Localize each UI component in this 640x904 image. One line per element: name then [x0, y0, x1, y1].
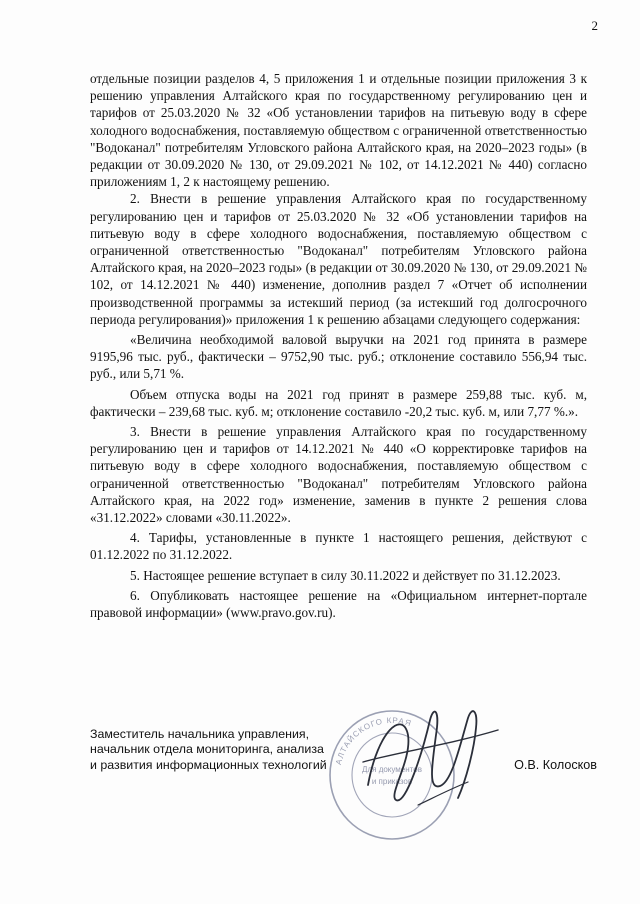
paragraph-item-4: 4. Тарифы, установленные в пункте 1 настоящего решения, действуют с 01.12.2022 по 31.12.2022. — [90, 530, 587, 563]
handwritten-signature-icon — [348, 690, 508, 820]
signature-position-line: Заместитель начальника управления, — [90, 727, 310, 741]
signature-position-line: начальник отдела мониторинга, анализа — [90, 742, 324, 757]
paragraph-quote-water-volume: Объем отпуска воды на 2021 год принят в размере 259,88 тыс. куб. м, фактически – 239,68 тыс. куб. м; отклонение составило -20,2 тыс. куб. м, или 7,77 %.». — [90, 386, 587, 419]
paragraph-quote-revenue: «Величина необходимой валовой выручки на 2021 год принята в размере 9195,96 тыс. руб., фактически – 9752,90 тыс. руб.; отклонение составило 556,94 тыс. руб., или 5,71 %. — [90, 332, 587, 382]
paragraph-item-2: 2. Внести в решение управления Алтайского края по государственному регулированию цен и тарифов от 25.03.2020 № 32 «Об установлении тарифов на питьевую воду в сфере холодного водоснабжения, поставляемую обществом с ограниченной ответственностью "Водоканал" потребителям Угловского района Алтайского края, на 2020–2023 годы» (в редакции от 30.09.2020 № 130, от 29.09.2021 № 102, от 14.12.2021 № 440) изменение, дополнив раздел 7 «Отчет об исполнении производственной программы за истекший период (за истекший год долгосрочного периода регулирования)» приложения 1 к решению абзацами следующего содержания: — [90, 191, 587, 327]
signature-position-line: и развития информационных технологий — [90, 757, 327, 772]
paragraph-continuation: отдельные позиции разделов 4, 5 приложения 1 и отдельные позиции приложения 3 к решению управления Алтайского края по государственному регулированию цен и тарифов от 25.03.2020 № 32 «Об установлении тарифов на питьевую воду в сфере холодного водоснабжения, поставляемую обществом с ограниченной ответственностью "Водоканал" потребителям Угловского района Алтайского края, на 2020–2023 годы» (в редакции от 30.09.2020 № 130, от 29.09.2021 № 102, от 14.12.2021 № 440) согласно приложениям 1, 2 к настоящему решению. — [90, 71, 587, 190]
stamp-ring-text: АЛТАЙСКОГО КРАЯ — [334, 715, 413, 766]
page-number: 2 — [591, 18, 598, 33]
stamp-inner-text-1: Для документов — [362, 765, 422, 774]
paragraph-item-3: 3. Внести в решение управления Алтайского края по государственному регулированию цен и тарифов от 14.12.2021 № 440 «О корректировке тарифов на питьевую воду в сфере холодного водоснабжения, поставляемую обществом с ограниченной ответственностью "Водоканал" потребителям Угловского района Алтайского края, на 2022 год» изменение, заменив в пункте 2 решения слова «31.12.2022» словами «30.11.2022». — [90, 424, 587, 526]
signer-name: О.В. Колосков — [514, 758, 597, 772]
paragraph-item-6: 6. Опубликовать настоящее решение на «Официальном интернет-портале правовой информации» (www.pravo.gov.ru). — [90, 587, 587, 621]
paragraph-item-5: 5. Настоящее решение вступает в силу 30.11.2022 и действует по 31.12.2023. — [130, 567, 561, 583]
document-body — [90, 70, 587, 621]
stamp-inner-text-2: и приказов — [371, 777, 413, 786]
